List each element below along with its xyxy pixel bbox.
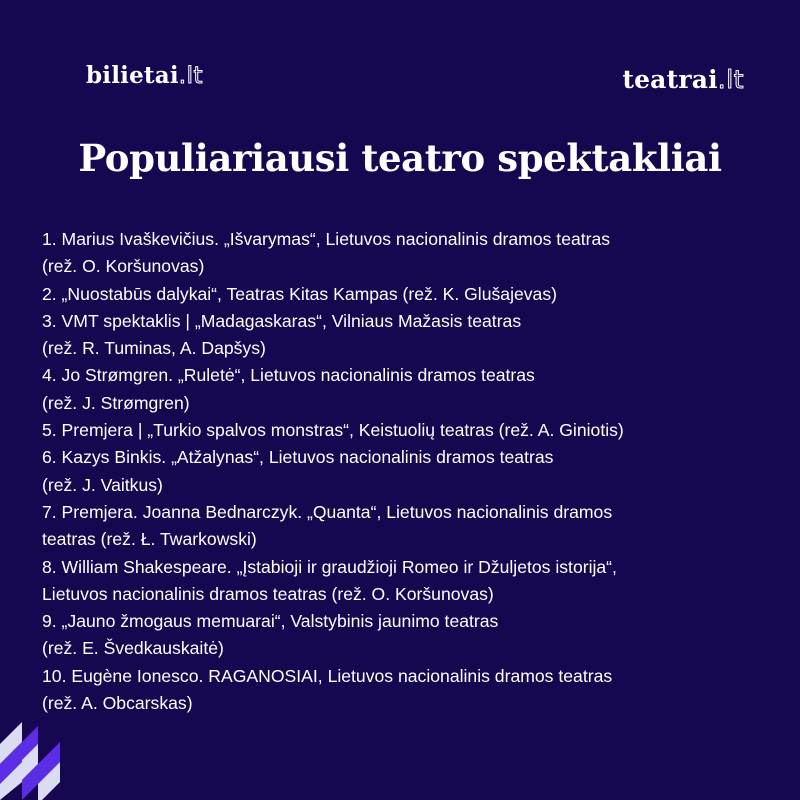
bilietai-logo-suffix: .lt bbox=[178, 63, 204, 89]
list-item-line: 4. Jo Strømgren. „Ruletė“, Lietuvos nacionalinis dramos teatras bbox=[42, 365, 535, 386]
list-item-line: 8. William Shakespeare. „Įstabioji ir graudžioji Romeo ir Džuljetos istorija“, bbox=[42, 556, 617, 577]
list-item-line: 7. Premjera. Joanna Bednarczyk. „Quanta“, Lietuvos nacionalinis dramos bbox=[42, 501, 613, 522]
list-item-line: (rež. E. Švedkauskaitė) bbox=[42, 638, 224, 659]
list-item-line: 10. Eugène Ionesco. RAGANOSIAI, Lietuvos nacionalinis dramos teatras bbox=[42, 665, 613, 686]
list-item bbox=[42, 499, 742, 554]
list-item bbox=[42, 417, 742, 444]
list-item-line: 1. Marius Ivaškevičius. „Išvarymas“, Lietuvos nacionalinis dramos teatras bbox=[42, 229, 611, 249]
list-item bbox=[42, 663, 742, 718]
list-item bbox=[42, 281, 742, 308]
list-item-line: (rež. J. Strømgren) bbox=[42, 392, 190, 413]
list-item-line: (rež. R. Tuminas, A. Dapšys) bbox=[42, 338, 266, 359]
corner-decoration bbox=[0, 720, 60, 800]
list-item bbox=[42, 554, 742, 609]
list-item-line: 6. Kazys Binkis. „Atžalynas“, Lietuvos nacionalinis dramos teatras bbox=[42, 447, 554, 468]
list-item-line: Lietuvos nacionalinis dramos teatras (rež. O. Koršunovas) bbox=[42, 583, 494, 604]
ranking-list bbox=[42, 226, 742, 717]
bilietai-logo bbox=[86, 60, 203, 92]
page-title: Populiariausi teatro spektakliai bbox=[78, 136, 722, 180]
teatrai-logo-name: teatrai bbox=[622, 65, 718, 94]
teatrai-logo bbox=[622, 64, 744, 96]
list-item-line: 5. Premjera | „Turkio spalvos monstras“, Keistuolių teatras (rež. A. Giniotis) bbox=[42, 420, 624, 441]
list-item bbox=[42, 308, 742, 363]
list-item-line: (rež. O. Koršunovas) bbox=[42, 256, 205, 277]
list-item-line: (rež. J. Vaitkus) bbox=[42, 474, 163, 495]
list-item bbox=[42, 608, 742, 663]
list-item bbox=[42, 444, 742, 499]
list-item-line: 3. VMT spektaklis | „Madagaskaras“, Vilniaus Mažasis teatras bbox=[42, 310, 522, 331]
list-item-line: (rež. A. Obcarskas) bbox=[42, 693, 193, 714]
teatrai-logo-suffix: .lt bbox=[717, 65, 744, 94]
list-item-line: teatras (rež. Ł. Twarkowski) bbox=[42, 529, 257, 550]
list-item-line: 9. „Jauno žmogaus memuarai“, Valstybinis jaunimo teatras bbox=[42, 611, 499, 632]
bilietai-logo-name: bilietai bbox=[86, 62, 179, 89]
list-item-line: 2. „Nuostabūs dalykai“, Teatras Kitas Kampas (rež. K. Glušajevas) bbox=[42, 283, 557, 304]
list-item bbox=[42, 226, 742, 281]
list-item bbox=[42, 362, 742, 417]
